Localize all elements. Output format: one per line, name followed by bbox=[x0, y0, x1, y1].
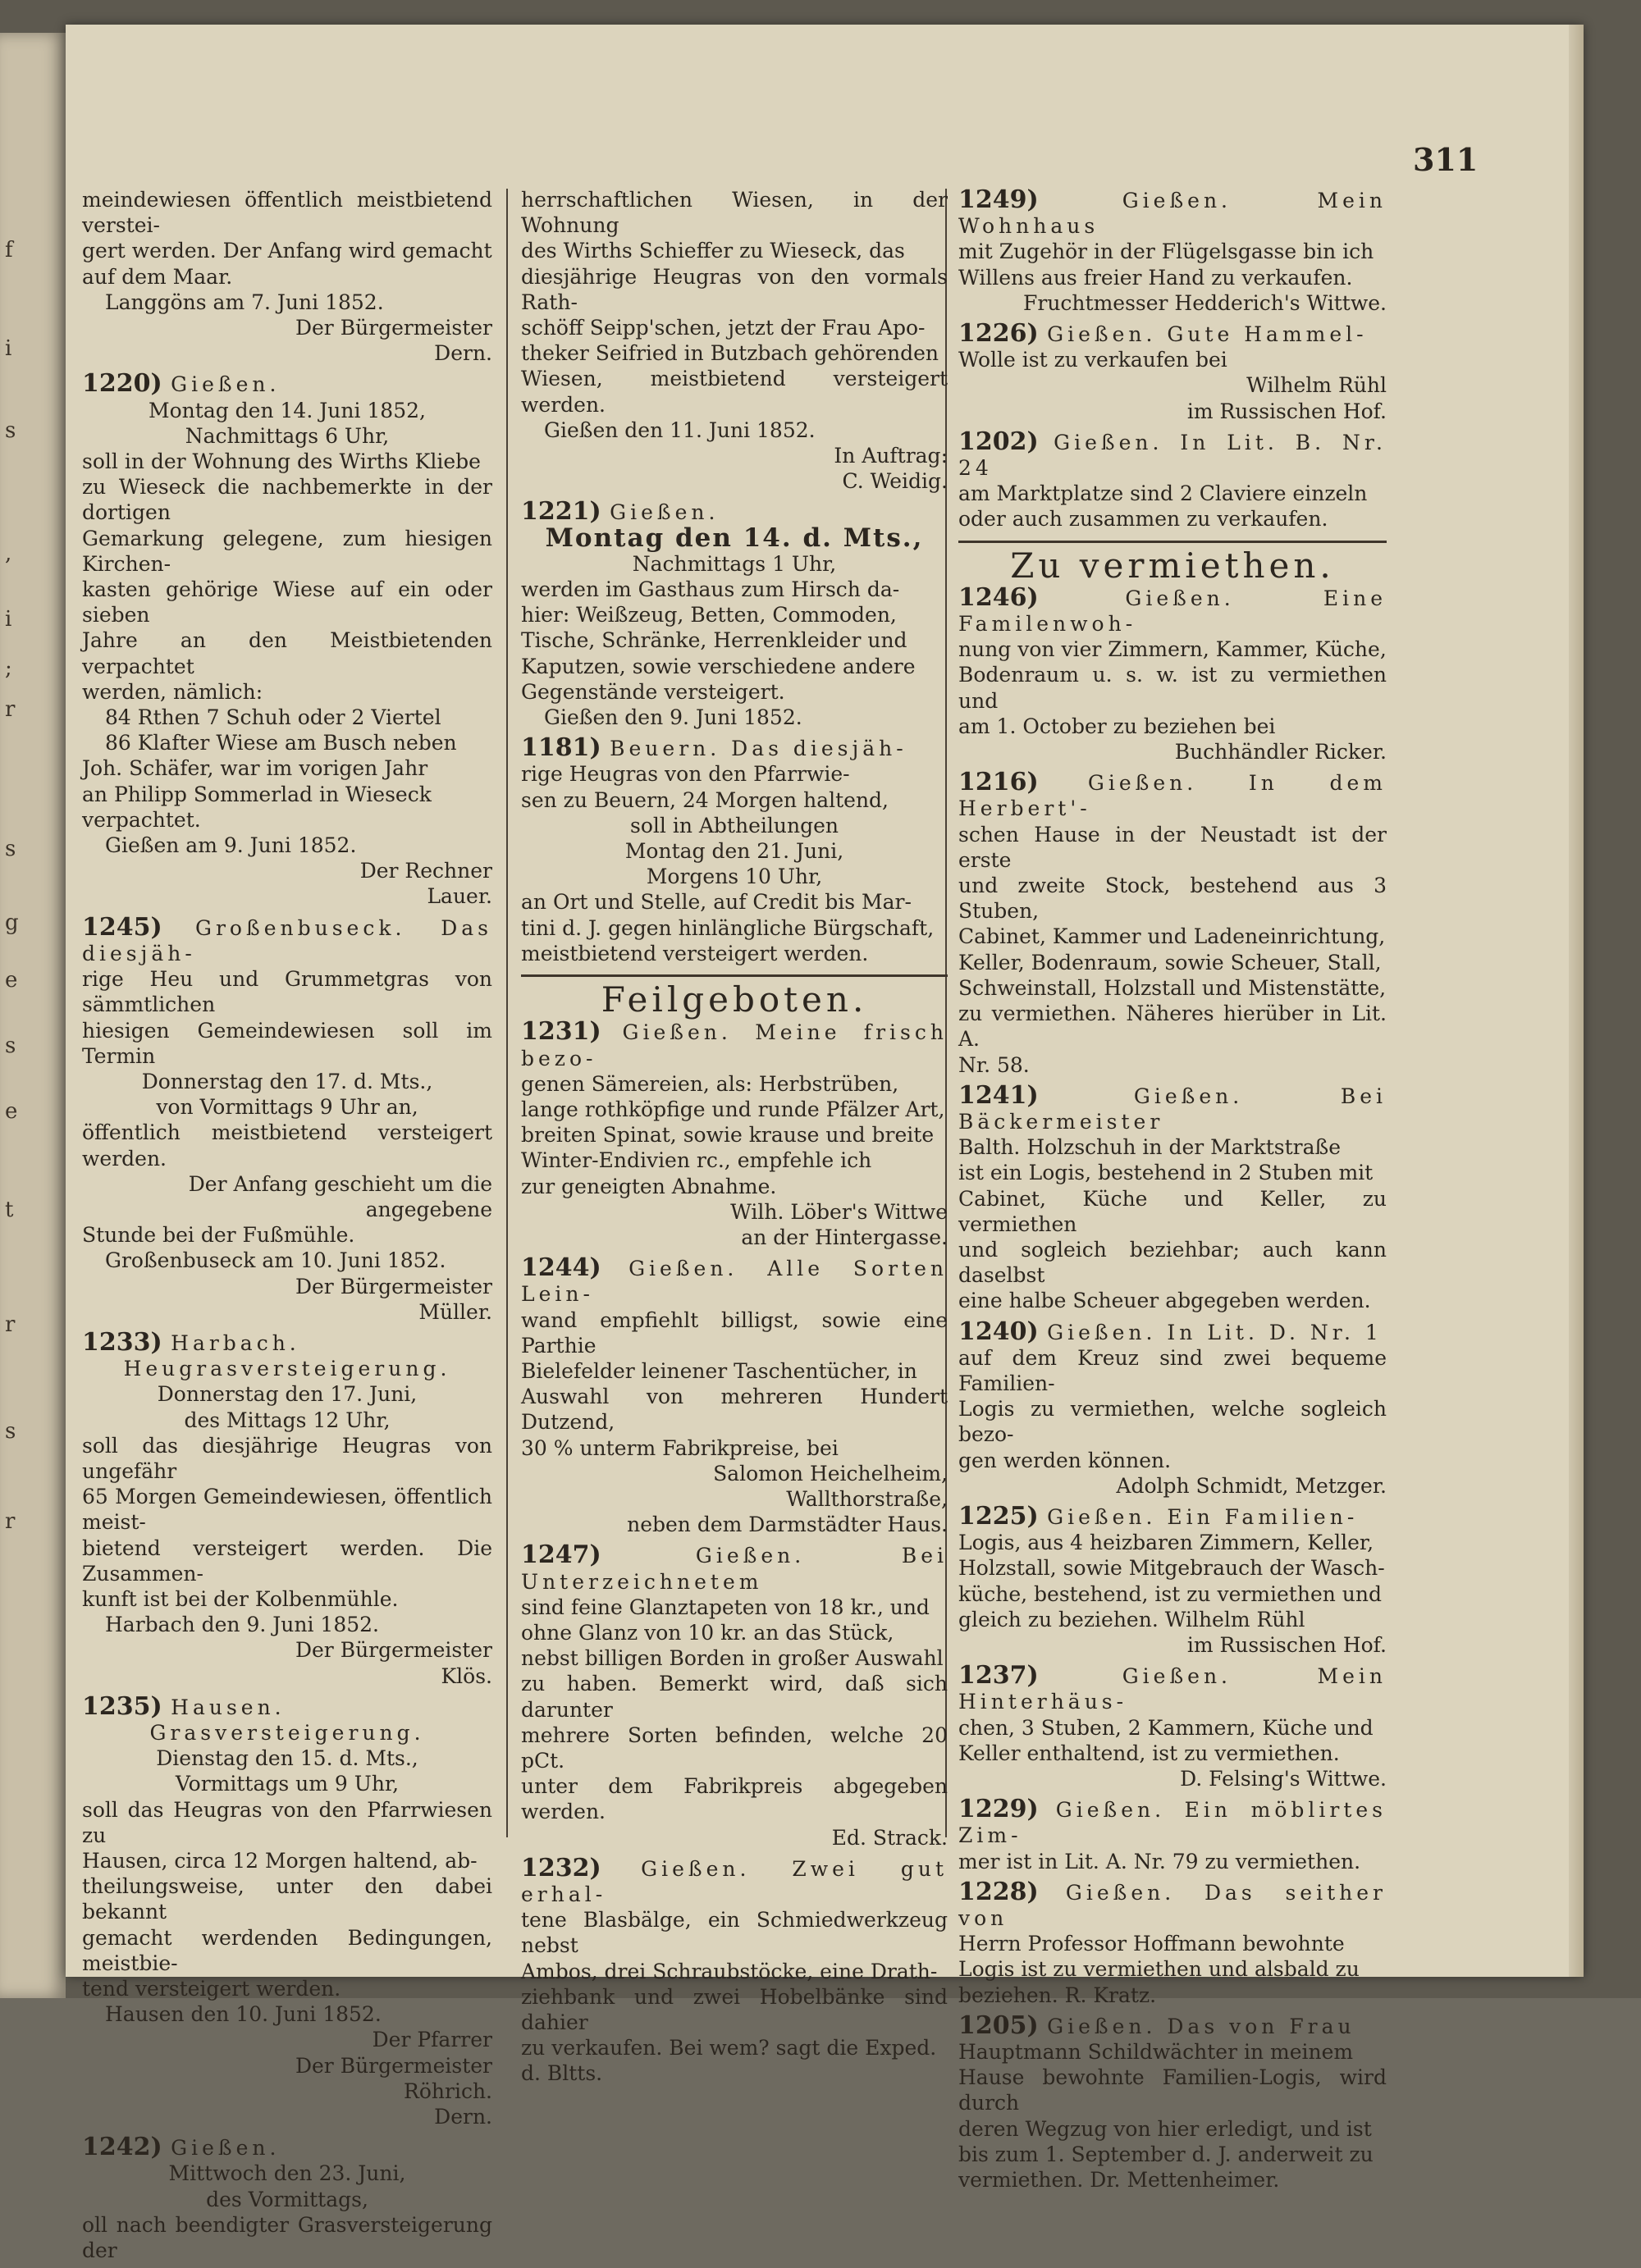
text-line: Donnerstag den 17. d. Mts., bbox=[141, 1069, 433, 1093]
text-line: ohne Glanz von 10 kr. an das Stück, bbox=[521, 1620, 894, 1645]
margin-letter: i bbox=[5, 336, 12, 361]
text-line: Dienstag den 15. d. Mts., bbox=[156, 1746, 418, 1771]
text-line: D. Felsing's Wittwe. bbox=[1180, 1766, 1387, 1791]
text-line: Buchhändler Ricker. bbox=[1174, 740, 1387, 764]
text-line: nung von vier Zimmern, Kammer, Küche, bbox=[958, 637, 1387, 662]
text-line: Herrn Professor Hoffmann bewohnte bbox=[958, 1932, 1345, 1956]
text-line: eine halbe Scheuer abgegeben werden. bbox=[958, 1289, 1371, 1313]
text-line: Röhrich. bbox=[404, 2079, 492, 2103]
text-line bbox=[521, 1542, 948, 1594]
text-line bbox=[958, 321, 1387, 347]
left-page-edge bbox=[0, 33, 66, 1998]
text-line: Gemarkung gelegene, zum hiesigen Kirchen- bbox=[82, 526, 492, 576]
text-line: tini d. J. gegen hinlängliche Bürgschaft, bbox=[521, 915, 935, 940]
text-line: von Vormittags 9 Uhr an, bbox=[156, 1095, 418, 1120]
text-line: Vormittags um 9 Uhr, bbox=[175, 1772, 400, 1796]
text-line: Logis ist zu vermiethen und alsbald zu bbox=[958, 1957, 1360, 1982]
notice bbox=[82, 1691, 492, 2129]
notice-place: Gießen. Das seither von bbox=[958, 1880, 1387, 1930]
notice-number: 1229) bbox=[958, 1795, 1056, 1824]
text-line: Balth. Holzschuh in der Marktstraße bbox=[958, 1135, 1342, 1160]
notice-number: 1232) bbox=[521, 1853, 642, 1882]
text-line bbox=[958, 1319, 1387, 1345]
text-line bbox=[82, 2134, 492, 2161]
text-line bbox=[958, 582, 1387, 637]
notice-place: Gießen. In Lit. D. Nr. 1 bbox=[1047, 1320, 1383, 1344]
text-line: gleich zu beziehen. Wilhelm Rühl bbox=[958, 1607, 1305, 1631]
notice-continuation bbox=[82, 187, 492, 366]
notice bbox=[958, 769, 1387, 1077]
text-line: hiesigen Gemeindewiesen soll im Termin bbox=[82, 1018, 492, 1068]
text-line: meindewiesen öffentlich meistbietend verstei- bbox=[82, 188, 492, 238]
section-rule bbox=[958, 541, 1387, 543]
text-line: deren Wegzug von hier erledigt, und ist bbox=[958, 2116, 1372, 2141]
notice-place: Großenbuseck. Das diesjäh- bbox=[82, 915, 493, 965]
text-line: Winter-Endivien rc., empfehle ich bbox=[521, 1148, 872, 1173]
notice-place: Gießen. Gute Hammel- bbox=[1047, 322, 1368, 347]
notice-place: Gießen. Zwei gut erhal- bbox=[521, 1856, 948, 1906]
text-line: 30 % unterm Fabrikpreise, bei bbox=[521, 1435, 839, 1460]
text-line: rige Heugras von den Pfarrwie- bbox=[521, 762, 850, 787]
notice bbox=[958, 1796, 1387, 1874]
text-line: Der Bürgermeister bbox=[295, 1638, 492, 1663]
text-line: Der Bürgermeister bbox=[295, 316, 492, 340]
text-line: Joh. Schäfer, war im vorigen Jahr bbox=[82, 756, 428, 781]
text-line: Kaputzen, sowie verschiedene andere bbox=[521, 654, 916, 678]
notice-place: Gießen. Ein Familien- bbox=[1047, 1504, 1359, 1529]
text-line: Montag den 21. Juni, bbox=[624, 839, 844, 864]
notice-place: Beuern. Das diesjäh- bbox=[610, 737, 907, 761]
text-line: C. Weidig. bbox=[842, 469, 948, 494]
column-2 bbox=[521, 187, 948, 2092]
text-line: ist ein Logis, bestehend in 2 Stuben mit bbox=[958, 1161, 1374, 1185]
text-line: schen Hause in der Neustadt ist der erste bbox=[958, 822, 1387, 872]
text-line: Keller enthaltend, ist zu vermiethen. bbox=[958, 1741, 1340, 1765]
text-line: verpachtet. bbox=[82, 807, 201, 832]
text-line: mit Zugehör in der Flügelsgasse bin ich bbox=[958, 240, 1374, 264]
text-line: Gießen am 9. Juni 1852. bbox=[105, 833, 357, 858]
text-line: soll in Abtheilungen bbox=[630, 813, 839, 837]
text-line: kasten gehörige Wiese auf ein oder sieben bbox=[82, 577, 492, 627]
notice-number: 1202) bbox=[958, 427, 1054, 456]
notice bbox=[958, 582, 1387, 764]
notice-number: 1225) bbox=[958, 1501, 1048, 1531]
text-line: Willens aus freier Hand zu verkaufen. bbox=[958, 265, 1353, 290]
notice bbox=[82, 371, 492, 909]
text-line: kunft ist bei der Kolbenmühle. bbox=[82, 1586, 399, 1611]
text-line: Hauptmann Schildwächter in meinem bbox=[958, 2040, 1354, 2065]
text-line: gemacht werdenden Bedingungen, meistbie- bbox=[82, 1925, 492, 1975]
text-line: oder auch zusammen zu verkaufen. bbox=[958, 507, 1328, 532]
notice-place: Gießen. Ein möblirtes Zim- bbox=[958, 1798, 1387, 1848]
notice bbox=[958, 1501, 1387, 1658]
text-line: an Philipp Sommerlad in Wieseck bbox=[82, 782, 432, 806]
notice-place: Gießen. In dem Herbert'- bbox=[958, 771, 1387, 821]
text-line: und sogleich beziehbar; auch kann daselbst bbox=[958, 1237, 1387, 1288]
notice-place: Gießen. Bei Bäckermeister bbox=[958, 1084, 1387, 1134]
text-line: vermiethen. Dr. Mettenheimer. bbox=[958, 2168, 1280, 2193]
text-line: Heugrasversteigerung. bbox=[123, 1357, 451, 1381]
text-line: Montag den 14. d. Mts., bbox=[545, 523, 924, 553]
text-line: 65 Morgen Gemeindewiesen, öffentlich meist- bbox=[82, 1485, 492, 1535]
text-line: Wallthorstraße, bbox=[786, 1486, 948, 1511]
text-line: oll nach beendigter Grasversteigerung der bbox=[82, 2212, 492, 2263]
margin-letter: e bbox=[5, 1099, 18, 1124]
text-line: Nachmittags 6 Uhr, bbox=[185, 423, 390, 448]
text-line: Logis, aus 4 heizbaren Zimmern, Keller, bbox=[958, 1531, 1374, 1555]
notice-place: Harbach. bbox=[171, 1330, 300, 1355]
notice-number: 1228) bbox=[958, 1877, 1066, 1906]
notice-place: Gießen. bbox=[171, 2136, 281, 2161]
text-line bbox=[521, 1855, 948, 1907]
text-line: Tische, Schränke, Herrenkleider und bbox=[521, 628, 907, 653]
text-line: Lauer. bbox=[427, 884, 492, 909]
notice bbox=[958, 187, 1387, 316]
notice bbox=[521, 1255, 948, 1537]
text-line: Wolle ist zu verkaufen bei bbox=[958, 348, 1227, 372]
text-line: Wiesen, meistbietend versteigert werden. bbox=[521, 367, 948, 417]
notice-continuation bbox=[521, 187, 948, 494]
notice-number: 1216) bbox=[958, 768, 1088, 797]
text-line: des Mittags 12 Uhr, bbox=[184, 1408, 391, 1432]
text-line bbox=[958, 1663, 1387, 1714]
text-line: soll das diesjährige Heugras von ungefähr bbox=[82, 1433, 492, 1483]
text-line: Der Pfarrer bbox=[372, 2028, 492, 2052]
text-line: Cabinet, Kammer und Ladeneinrichtung, bbox=[958, 924, 1386, 949]
text-line: Jahre an den Meistbietenden verpachtet bbox=[82, 628, 492, 678]
text-line: wand empfiehlt billigst, sowie eine Parthie bbox=[521, 1307, 948, 1358]
text-line: bis zum 1. September d. J. anderweit zu bbox=[958, 2142, 1374, 2166]
text-line: herrschaftlichen Wiesen, in der Wohnung bbox=[521, 188, 948, 238]
notice bbox=[521, 1019, 948, 1250]
text-line: neben dem Darmstädter Haus. bbox=[627, 1513, 948, 1537]
notice-place: Gießen. Meine frisch bezo- bbox=[521, 1020, 948, 1070]
text-line: Müller. bbox=[418, 1299, 492, 1324]
text-line: Adolph Schmidt, Metzger. bbox=[1116, 1473, 1387, 1498]
text-line: sen zu Beuern, 24 Morgen haltend, bbox=[521, 787, 889, 812]
margin-letter: s bbox=[5, 1034, 16, 1058]
notice-number: 1231) bbox=[521, 1017, 623, 1047]
notice bbox=[958, 1080, 1387, 1314]
notice-number: 1240) bbox=[958, 1317, 1048, 1346]
text-line: Cabinet, Küche und Keller, zu vermiethen bbox=[958, 1186, 1387, 1236]
text-line: auf dem Maar. bbox=[82, 264, 233, 289]
text-line: Logis zu vermiethen, welche sogleich bezo- bbox=[958, 1397, 1387, 1447]
text-line: Donnerstag den 17. Juni, bbox=[157, 1382, 418, 1407]
text-line: am Marktplatze sind 2 Claviere einzeln bbox=[958, 481, 1368, 506]
text-line: soll in der Wohnung des Wirths Kliebe bbox=[82, 449, 481, 474]
text-line bbox=[82, 1691, 492, 1721]
text-line bbox=[958, 429, 1387, 481]
notice-number: 1205) bbox=[958, 2010, 1048, 2040]
text-line bbox=[82, 1327, 492, 1357]
notice bbox=[82, 2134, 492, 2263]
text-line bbox=[958, 187, 1387, 239]
text-line bbox=[958, 2010, 1387, 2040]
notice-place: Gießen. In Lit. B. Nr. 24 bbox=[958, 430, 1387, 481]
notice-number: 1221) bbox=[521, 497, 610, 527]
notice-place: Gießen. bbox=[171, 372, 281, 397]
margin-letter: g bbox=[5, 910, 19, 935]
notice-number: 1247) bbox=[521, 1540, 696, 1570]
text-line: 86 Klafter Wiese am Busch neben bbox=[105, 731, 457, 755]
margin-letter: r bbox=[5, 697, 16, 722]
text-line: Montag den 14. Juni 1852, bbox=[149, 398, 426, 422]
notice-number: 1220) bbox=[82, 369, 171, 399]
text-line: zur geneigten Abnahme. bbox=[521, 1174, 777, 1198]
text-line: 84 Rthen 7 Schuh oder 2 Viertel bbox=[105, 705, 441, 730]
text-line: Morgens 10 Uhr, bbox=[646, 865, 823, 889]
text-line: tend versteigert werden. bbox=[82, 1977, 341, 2001]
notice-number: 1244) bbox=[521, 1253, 629, 1283]
text-line: Salomon Heichelheim, bbox=[713, 1461, 948, 1485]
notice-place: Hausen. bbox=[171, 1695, 286, 1719]
text-line bbox=[958, 1796, 1387, 1848]
text-line: Mittwoch den 23. Juni, bbox=[168, 2161, 406, 2186]
text-line: Dern. bbox=[434, 2105, 492, 2129]
text-line: öffentlich meistbietend versteigert werden. bbox=[82, 1120, 492, 1171]
text-line: zu vermiethen. Näheres hierüber in Lit. A. bbox=[958, 1002, 1387, 1052]
notice bbox=[958, 1319, 1387, 1499]
text-line: Bielefelder leinener Taschentücher, in bbox=[521, 1358, 917, 1383]
margin-letter: r bbox=[5, 1509, 16, 1534]
text-line bbox=[958, 769, 1387, 821]
margin-letter: , bbox=[5, 541, 12, 566]
text-line: im Russischen Hof. bbox=[1186, 399, 1387, 423]
text-line: Klös. bbox=[441, 1663, 492, 1688]
text-line: breiten Spinat, sowie krause und breite bbox=[521, 1123, 935, 1148]
notice bbox=[521, 735, 948, 966]
text-line: hier: Weißzeug, Betten, Commoden, bbox=[521, 603, 897, 627]
text-line: Hausen, circa 12 Morgen haltend, ab- bbox=[82, 1849, 478, 1873]
notice bbox=[958, 1663, 1387, 1791]
text-line bbox=[521, 499, 948, 525]
notice-place: Gießen. Bei Unterzeichnetem bbox=[521, 1544, 948, 1594]
text-line bbox=[521, 1255, 948, 1307]
text-line: Der Anfang geschieht um die angegebene bbox=[188, 1171, 492, 1221]
notice bbox=[958, 429, 1387, 532]
text-line: Schweinstall, Holzstall und Mistenstätte, bbox=[958, 975, 1387, 1000]
text-line: an Ort und Stelle, auf Credit bis Mar- bbox=[521, 890, 912, 915]
text-line: zu haben. Bemerkt wird, daß sich darunter bbox=[521, 1672, 948, 1722]
text-line: Keller, Bodenraum, sowie Scheuer, Stall, bbox=[958, 950, 1382, 974]
text-line: In Auftrag: bbox=[834, 444, 948, 468]
notice bbox=[82, 912, 493, 1325]
notice-number: 1233) bbox=[82, 1327, 171, 1357]
text-line: Ambos, drei Schraubstöcke, eine Drath- bbox=[521, 1959, 938, 1983]
notice bbox=[958, 1879, 1387, 2008]
text-line: des Wirths Schieffer zu Wieseck, das bbox=[521, 239, 905, 263]
text-line: Der Bürgermeister bbox=[295, 2053, 492, 2078]
text-line: küche, bestehend, ist zu vermiethen und bbox=[958, 1581, 1383, 1606]
text-line: Auswahl von mehreren Hundert Dutzend, bbox=[521, 1385, 948, 1435]
text-line bbox=[958, 1501, 1387, 1531]
text-line: theilungsweise, unter den dabei bekannt bbox=[82, 1874, 492, 1924]
text-line: lange rothköpfige und runde Pfälzer Art, bbox=[521, 1097, 945, 1121]
text-line: tene Blasbälge, ein Schmiedwerkzeug nebst bbox=[521, 1908, 948, 1958]
text-line: rige Heu und Grummetgras von sämmtlichen bbox=[82, 967, 492, 1017]
text-line: des Vormittags, bbox=[206, 2187, 368, 2211]
section-rule bbox=[521, 974, 948, 977]
notice bbox=[958, 321, 1387, 424]
margin-letter: ; bbox=[5, 656, 12, 681]
notice-number: 1245) bbox=[82, 912, 196, 942]
text-line: Ed. Strack. bbox=[831, 1825, 948, 1850]
margin-letter: e bbox=[5, 968, 18, 993]
text-line: mehrere Sorten befinden, welche 20 pCt. bbox=[521, 1723, 948, 1773]
text-line bbox=[521, 735, 948, 761]
text-line: Holzstall, sowie Mitgebrauch der Wasch- bbox=[958, 1556, 1385, 1581]
text-line: diesjährige Heugras von den vormals Rath- bbox=[521, 264, 948, 314]
text-line: Hause bewohnte Familien-Logis, wird durch bbox=[958, 2065, 1387, 2115]
notice-number: 1181) bbox=[521, 733, 610, 763]
text-line: Gießen den 11. Juni 1852. bbox=[544, 418, 816, 442]
text-line: Fruchtmesser Hedderich's Wittwe. bbox=[1023, 290, 1387, 315]
text-line: Der Rechner bbox=[359, 859, 492, 883]
notice-place: Gießen. bbox=[610, 500, 720, 525]
margin-letter: s bbox=[5, 418, 16, 443]
column-rule-1 bbox=[506, 189, 508, 1837]
text-line: Gegenstände versteigert. bbox=[521, 679, 785, 704]
text-line bbox=[82, 371, 492, 397]
section-heading: Feilgeboten. bbox=[601, 979, 868, 1020]
text-line: schöff Seipp'schen, jetzt der Frau Apo- bbox=[521, 316, 926, 340]
text-line: gert werden. Der Anfang wird gemacht bbox=[82, 239, 492, 263]
margin-letter: t bbox=[5, 1198, 14, 1222]
text-line: sind feine Glanztapeten von 18 kr., und bbox=[521, 1595, 930, 1619]
text-line: unter dem Fabrikpreis abgegeben werden. bbox=[521, 1774, 948, 1824]
text-line bbox=[521, 1019, 948, 1070]
text-line: werden im Gasthaus zum Hirsch da- bbox=[521, 577, 900, 602]
text-line: werden, nämlich: bbox=[82, 679, 263, 704]
column-3 bbox=[958, 187, 1387, 2197]
text-line bbox=[82, 912, 493, 966]
text-line: auf dem Kreuz sind zwei bequeme Familien- bbox=[958, 1345, 1387, 1395]
notice-number: 1246) bbox=[958, 582, 1126, 612]
notice-place: Gießen. Eine Familenwoh- bbox=[958, 586, 1387, 637]
text-line: soll das Heugras von den Pfarrwiesen zu bbox=[82, 1797, 492, 1847]
page-number: 311 bbox=[1413, 141, 1479, 178]
text-line: Dern. bbox=[434, 341, 492, 366]
notice-number: 1235) bbox=[82, 1691, 171, 1721]
text-line: ziehbank und zwei Hobelbänke sind dahier bbox=[521, 1984, 948, 2035]
text-line: genen Sämereien, als: Herbstrüben, bbox=[521, 1071, 899, 1096]
text-line: Harbach den 9. Juni 1852. bbox=[105, 1613, 379, 1637]
margin-letter: f bbox=[5, 238, 13, 262]
notice-place: Gießen. Das von Frau bbox=[1047, 2014, 1355, 2038]
text-line: Der Bürgermeister bbox=[295, 1274, 492, 1298]
text-line: Stunde bei der Fußmühle. bbox=[82, 1223, 355, 1248]
notice bbox=[82, 1327, 492, 1689]
page-edge bbox=[1569, 25, 1584, 1977]
text-line: an der Hintergasse. bbox=[741, 1225, 948, 1249]
text-line: gen werden können. bbox=[958, 1448, 1172, 1472]
text-line: am 1. October zu beziehen bei bbox=[958, 714, 1276, 738]
text-line: im Russischen Hof. bbox=[1186, 1632, 1387, 1657]
text-line: bietend versteigert werden. Die Zusammen- bbox=[82, 1536, 492, 1586]
text-line: Nr. 58. bbox=[958, 1052, 1030, 1077]
column-1 bbox=[82, 187, 492, 2268]
notice-number: 1249) bbox=[958, 185, 1122, 214]
margin-letter: r bbox=[5, 1312, 16, 1337]
text-line: Langgöns am 7. Juni 1852. bbox=[105, 290, 384, 314]
text-line bbox=[958, 1879, 1387, 1931]
text-line: Gießen den 9. Juni 1852. bbox=[544, 705, 802, 730]
text-line: Nachmittags 1 Uhr, bbox=[632, 551, 837, 576]
text-line: zu verkaufen. Bei wem? sagt die Exped. bbox=[521, 2036, 937, 2060]
text-line: Wilh. Löber's Wittwe bbox=[730, 1199, 948, 1224]
text-line: mer ist in Lit. A. Nr. 79 zu vermiethen. bbox=[958, 1849, 1361, 1873]
notice bbox=[958, 2010, 1387, 2193]
notice bbox=[521, 1855, 948, 2087]
margin-letter: s bbox=[5, 837, 16, 861]
text-line: Bodenraum u. s. w. ist zu vermiethen und bbox=[958, 663, 1387, 713]
margin-letter: s bbox=[5, 1419, 16, 1444]
text-line: Hausen den 10. Juni 1852. bbox=[105, 2002, 382, 2027]
text-line: Wilhelm Rühl bbox=[1246, 373, 1387, 398]
notice-place: Gießen. Mein Hinterhäus- bbox=[958, 1664, 1387, 1714]
text-line: Großenbuseck am 10. Juni 1852. bbox=[105, 1248, 446, 1273]
notice bbox=[521, 499, 948, 730]
notice-place: Gießen. Mein Wohnhaus bbox=[958, 189, 1387, 239]
text-line: und zweite Stock, bestehend aus 3 Stuben, bbox=[958, 874, 1387, 924]
text-line: meistbietend versteigert werden. bbox=[521, 941, 869, 965]
notice-number: 1237) bbox=[958, 1661, 1122, 1691]
text-line: zu Wieseck die nachbemerkte in der dortigen bbox=[82, 475, 492, 525]
text-line: d. Bltts. bbox=[521, 2061, 603, 2086]
text-line: beziehen. R. Kratz. bbox=[958, 1983, 1157, 2007]
section-heading: Zu vermiethen. bbox=[1010, 545, 1335, 586]
notice-place: Gießen. Alle Sorten Lein- bbox=[521, 1257, 948, 1307]
text-line: chen, 3 Stuben, 2 Kammern, Küche und bbox=[958, 1715, 1374, 1740]
text-line bbox=[958, 1080, 1387, 1134]
notice bbox=[521, 1542, 948, 1850]
notice-number: 1242) bbox=[82, 2133, 171, 2162]
text-line: theker Seifried in Butzbach gehörenden bbox=[521, 341, 939, 366]
text-line: nebst billigen Borden in großer Auswahl bbox=[521, 1646, 944, 1671]
notice-number: 1226) bbox=[958, 319, 1048, 349]
margin-letter: i bbox=[5, 607, 12, 632]
notice-number: 1241) bbox=[958, 1080, 1134, 1110]
text-line: Grasversteigerung. bbox=[149, 1720, 425, 1745]
